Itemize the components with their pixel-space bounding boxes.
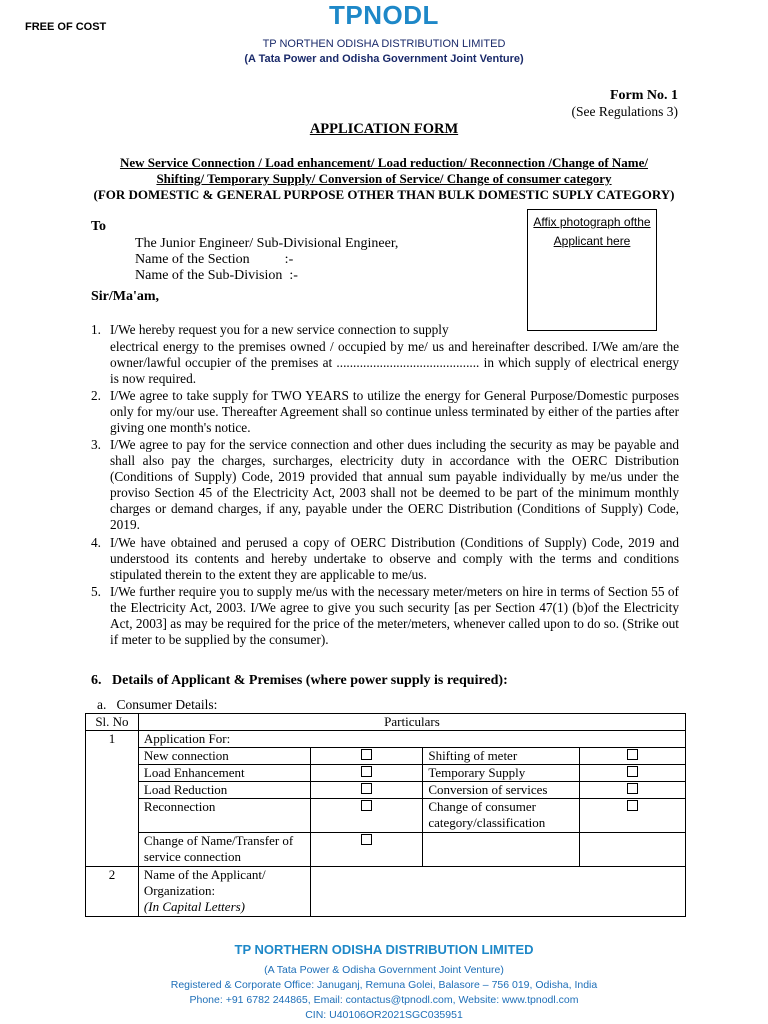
applicant-name-label [138, 867, 310, 917]
paragraph-text: I/We have obtained and perused a copy of OERC Distribution (Conditions of Supply) Code, 2019 and understood its contents and hereby undertake to observe and comply with the terms and conditions stipulated therein to the extent they are applicable to me/us. [110, 535, 679, 582]
application-form-title: APPLICATION FORM [309, 121, 459, 137]
option-label: Shifting of meter [423, 748, 580, 765]
applicant-name-text: Name of the Applicant/ Organization: [143, 867, 266, 898]
paragraph-5 [91, 584, 679, 648]
table-row [86, 731, 686, 748]
col-header-slno: Sl. No [86, 714, 139, 731]
paragraph-text: I/We agree to take supply for TWO YEARS to utilize the energy for General Purpose/Domestic purposes only for my/our use. Thereafter Agreement shall so continue unless terminated by either of the parties after giving one month's notice. [110, 388, 679, 435]
table-row [86, 833, 686, 867]
table-row [86, 799, 686, 833]
form-subtitle-line-3: (FOR DOMESTIC & GENERAL PURPOSE OTHER THAN BULK DOMESTIC SUPLY CATEGORY) [93, 187, 675, 202]
form-number: Form No. 1 [609, 88, 678, 103]
option-label: Reconnection [138, 799, 310, 833]
paragraph-number: 3. [91, 437, 101, 452]
paragraph-4 [91, 535, 679, 583]
photo-box-line-2: Applicant here [553, 234, 631, 248]
option-label: Load Enhancement [138, 765, 310, 782]
table-row [86, 748, 686, 765]
to-label: To [91, 219, 107, 234]
footer-company-name: TP NORTHERN ODISHA DISTRIBUTION LIMITED [234, 942, 534, 957]
table-row [86, 867, 686, 917]
paragraph-text: I/We further require you to supply me/us with the necessary meter/meters on hire in terms of Section 55 of the Electricity Act, 2003. I/We agree to give you such security [as per Section 47(1) (b)of the Electricity Act, 2003] as may be required for the price of the meter/meters, whenever called upon to do so. (Strike out if meter to be supplied by the consumer). [110, 584, 679, 647]
row-number: 1 [86, 731, 139, 867]
paragraph-2 [91, 388, 679, 436]
empty-cell [580, 833, 686, 867]
paragraph-text: I/We hereby request you for a new service connection to supply [110, 322, 449, 337]
paragraph-3 [91, 437, 679, 533]
footer-cin: CIN: U40106OR2021SGC035951 [305, 1009, 463, 1021]
paragraph-text: electrical energy to the premises owned / occupied by me/ us and hereinafter described. I/We am/are the owner/lawful occupier of the premises at ........................................... in which supply of electrical energy is now required. [110, 339, 679, 386]
new-connection-checkbox[interactable] [310, 748, 423, 765]
paragraph-number: 5. [91, 584, 101, 599]
table-row [86, 782, 686, 799]
form-subtitle-line-1: New Service Connection / Load enhancement/ Load reduction/ Reconnection /Change of Name/ [119, 155, 649, 170]
change-of-name-checkbox[interactable] [310, 833, 423, 867]
tpnodl-logo: TPNODL [329, 0, 439, 30]
col-header-particulars: Particulars [138, 714, 685, 731]
paragraph-1-continued [91, 339, 679, 387]
application-for-label: Application For: [138, 731, 685, 748]
table-header-row [86, 714, 686, 731]
section-6-heading: 6. Details of Applicant & Premises (where power supply is required): [91, 673, 508, 688]
footer-venture-note: (A Tata Power & Odisha Government Joint Venture) [264, 964, 504, 976]
shifting-of-meter-checkbox[interactable] [580, 748, 686, 765]
subdivision-name-field: Name of the Sub-Division :- [135, 268, 298, 283]
applicant-name-field[interactable] [310, 867, 685, 917]
free-of-cost-label: FREE OF COST [25, 21, 107, 33]
option-label: Change of Name/Transfer of service connection [138, 833, 310, 867]
reconnection-checkbox[interactable] [310, 799, 423, 833]
capital-letters-note: (In Capital Letters) [143, 899, 246, 914]
change-of-category-checkbox[interactable] [580, 799, 686, 833]
paragraph-number: 4. [91, 535, 101, 550]
option-label: New connection [138, 748, 310, 765]
option-label: Change of consumer category/classification [423, 799, 580, 833]
form-subtitle-line-2: Shifting/ Temporary Supply/ Conversion of Service/ Change of consumer category [156, 171, 612, 186]
temporary-supply-checkbox[interactable] [580, 765, 686, 782]
consumer-details-heading: a. Consumer Details: [97, 697, 218, 712]
photo-box-line-1: Affix photograph ofthe [533, 215, 651, 229]
salutation: Sir/Ma'am, [91, 289, 160, 304]
footer-office-address: Registered & Corporate Office: Januganj, Remuna Golei, Balasore – 756 019, Odisha, India [170, 979, 598, 991]
company-name: TP NORTHEN ODISHA DISTRIBUTION LIMITED [262, 38, 506, 50]
addressee: The Junior Engineer/ Sub-Divisional Engineer, [135, 236, 399, 251]
photo-box [527, 209, 657, 331]
paragraph-number: 1. [91, 322, 101, 337]
paragraph-1 [91, 322, 511, 338]
load-enhancement-checkbox[interactable] [310, 765, 423, 782]
joint-venture-note: (A Tata Power and Odisha Government Joint Venture) [244, 53, 524, 65]
consumer-details-table [85, 713, 686, 917]
row-number: 2 [86, 867, 139, 917]
option-label: Conversion of services [423, 782, 580, 799]
paragraph-text: I/We agree to pay for the service connection and other dues including the security as may be payable and shall also pay the charges, surcharges, electricity duty in accordance with the OERC Distribution (Conditions of Supply) Code, 2019 provided that annual sum payable individually by me/us under the proviso Section 45 of the Electricity Act, 2003 shall not be deemed to be part of the minimum monthly charges or demand charges, if any, payable under the OERC Distribution (Conditions of Supply) Code, 2019. [110, 437, 679, 532]
footer-contact: Phone: +91 6782 244865, Email: contactus@tpnodl.com, Website: www.tpnodl.com [189, 994, 579, 1006]
paragraph-number: 2. [91, 388, 101, 403]
section-name-field: Name of the Section :- [135, 252, 294, 267]
conversion-of-services-checkbox[interactable] [580, 782, 686, 799]
load-reduction-checkbox[interactable] [310, 782, 423, 799]
option-label: Load Reduction [138, 782, 310, 799]
regulation-reference: (See Regulations 3) [571, 104, 678, 119]
table-row [86, 765, 686, 782]
empty-cell [423, 833, 580, 867]
option-label: Temporary Supply [423, 765, 580, 782]
